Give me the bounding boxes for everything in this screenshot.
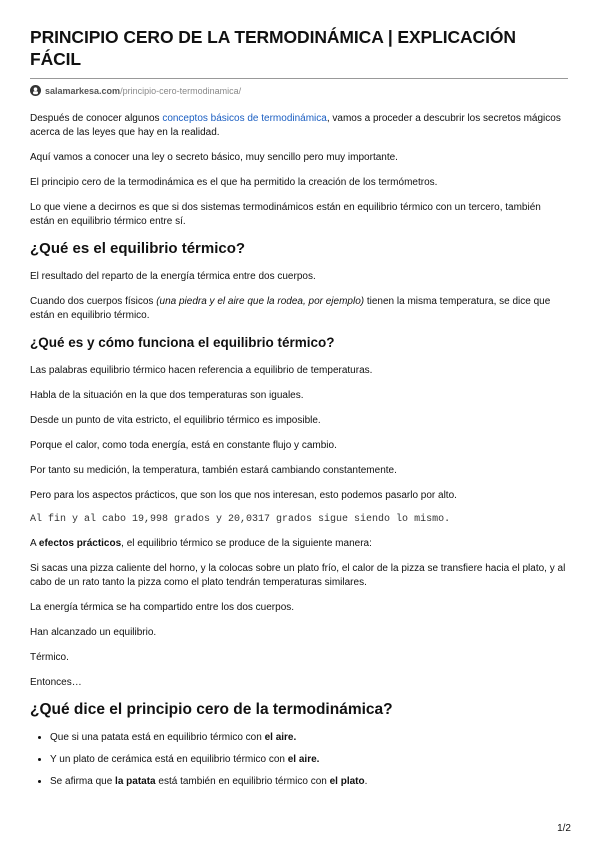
section2-paragraph-11: Térmico. [30,652,69,663]
document-page [30,26,568,797]
intro-paragraph-3: El principio cero de la termodinámica es el que ha permitido la creación de los termómetros. [30,177,438,188]
section2-paragraph-5: Por tanto su medición, la temperatura, también estará cambiando constantemente. [30,465,397,476]
section1-paragraph-1: El resultado del reparto de la energía térmica entre dos cuerpos. [30,271,316,282]
intro-paragraph-1: Después de conocer algunos conceptos básicos de termodinámica, vamos a proceder a descubrir los secretos mágicos acerca de las leyes que hay en la realidad. [30,113,561,138]
section2-paragraph-12: Entonces… [30,677,82,688]
page-title: PRINCIPIO CERO DE LA TERMODINÁMICA | EXPLICACIÓN FÁCIL [30,27,516,69]
principle-list [30,731,568,789]
section-heading-funciona: ¿Qué es y cómo funciona el equilibrio térmico? [30,335,335,350]
conceptos-link[interactable]: conceptos básicos de termodinámica [162,113,327,124]
section-heading-equilibrio: ¿Qué es el equilibrio térmico? [30,240,246,257]
section2-paragraph-4: Porque el calor, como toda energía, está en constante flujo y cambio. [30,440,337,451]
section2-paragraph-6: Pero para los aspectos prácticos, que son los que nos interesan, esto podemos pasarlo por alto. [30,490,457,501]
list-item: • Se afirma que la patata está también en equilibrio térmico con el plato. [50,775,568,789]
section-heading-principio-cero: ¿Qué dice el principio cero de la termodinámica? [30,701,393,718]
section2-paragraph-10: Han alcanzado un equilibrio. [30,627,157,638]
intro-paragraph-4: Lo que viene a decirnos es que si dos sistemas termodinámicos están en equilibrio térmico con un tercero, también están en equilibrio térmico entre sí. [30,202,541,227]
section2-paragraph-7: A efectos prácticos, el equilibrio térmico se produce de la siguiente manera: [30,538,372,549]
code-line: Al fin y al cabo 19,998 grados y 20,0317 grados sigue siendo lo mismo. [30,514,451,525]
section1-paragraph-2: Cuando dos cuerpos físicos (una piedra y el aire que la rodea, por ejemplo) tienen la misma temperatura, se dice que están en equilibrio térmico. [30,296,551,321]
section2-paragraph-2: Habla de la situación en la que dos temperaturas son iguales. [30,390,304,401]
page-number: 1/2 [557,823,571,834]
list-item: • Que si una patata está en equilibrio térmico con el aire. [50,731,568,745]
title-divider [30,78,568,79]
list-item: • Y un plato de cerámica está en equilibrio térmico con el aire. [50,753,568,767]
section2-paragraph-1: Las palabras equilibrio térmico hacen referencia a equilibrio de temperaturas. [30,365,373,376]
section2-paragraph-9: La energía térmica se ha compartido entre los dos cuerpos. [30,602,295,613]
section2-paragraph-3: Desde un punto de vita estricto, el equilibrio térmico es imposible. [30,415,321,426]
source-line [30,85,568,96]
site-favicon-icon [30,85,41,96]
section2-paragraph-8: Si sacas una pizza caliente del horno, y la colocas sobre un plato frío, el calor de la pizza se transfiere hacia el plato, y al cabo de un rato tanto la pizza como el plato tendrán temperaturas similares. [30,563,566,588]
intro-paragraph-2: Aquí vamos a conocer una ley o secreto básico, muy sencillo pero muy importante. [30,152,398,163]
source-path[interactable]: /principio-cero-termodinamica/ [120,85,242,96]
source-domain[interactable]: salamarkesa.com [45,85,121,96]
